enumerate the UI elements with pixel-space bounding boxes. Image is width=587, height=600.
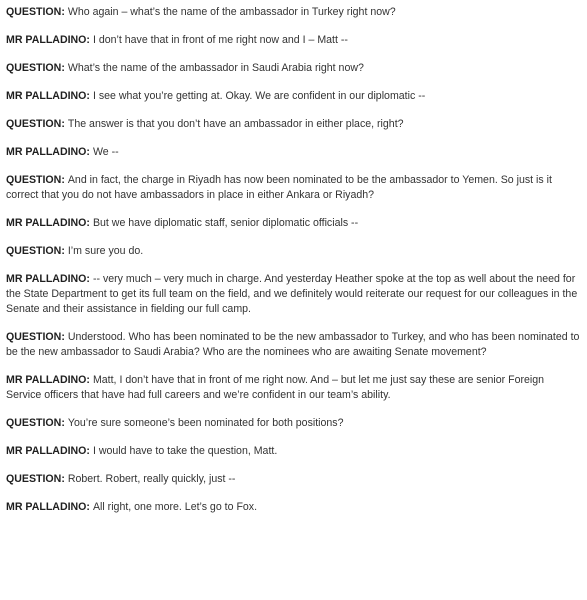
speech-text: Matt, I don’t have that in front of me right now. And – but let me just say these are senior Foreign Service officers that have had full careers and we’re confident in our team’s ability.	[6, 374, 545, 401]
speech-text: You’re sure someone’s been nominated for both positions?	[67, 417, 344, 429]
transcript-entry	[6, 117, 581, 132]
transcript-entry	[6, 61, 581, 76]
speaker-label: QUESTION:	[6, 331, 65, 343]
speaker-label: QUESTION:	[6, 118, 65, 130]
transcript-entry	[6, 145, 581, 160]
speech-text: But we have diplomatic staff, senior diplomatic officials --	[92, 217, 359, 229]
transcript-entry	[6, 472, 581, 487]
speaker-label: QUESTION:	[6, 473, 65, 485]
speech-text: Understood. Who has been nominated to be the new ambassador to Turkey, and who has been nominated to be the new ambassador to Saudi Arabia? Who are the nominees who are awaiting Senate movement?	[6, 331, 580, 358]
speech-text: And in fact, the charge in Riyadh has now been nominated to be the ambassador to Yemen. So just is it correct that you do not have ambassadors in place in either Ankara or Riyadh?	[6, 174, 552, 201]
speech-text: All right, one more. Let’s go to Fox.	[92, 501, 258, 513]
transcript-entry	[6, 5, 581, 20]
speech-text: I would have to take the question, Matt.	[92, 445, 278, 457]
transcript-entry	[6, 330, 581, 360]
transcript-entry	[6, 416, 581, 431]
speaker-label: QUESTION:	[6, 245, 65, 257]
speech-text: We --	[92, 146, 119, 158]
speech-text: Robert. Robert, really quickly, just --	[67, 473, 236, 485]
transcript-entry	[6, 173, 581, 203]
speech-text: Who again – what’s the name of the ambassador in Turkey right now?	[67, 6, 396, 18]
speech-text: What’s the name of the ambassador in Saudi Arabia right now?	[67, 62, 364, 74]
speaker-label: MR PALLADINO:	[6, 273, 90, 285]
transcript-entry	[6, 89, 581, 104]
speaker-label: QUESTION:	[6, 174, 65, 186]
speaker-label: MR PALLADINO:	[6, 374, 90, 386]
transcript-entry	[6, 272, 581, 317]
speaker-label: MR PALLADINO:	[6, 146, 90, 158]
transcript-entry	[6, 33, 581, 48]
transcript-entry	[6, 244, 581, 259]
transcript-entry	[6, 373, 581, 403]
transcript-entry	[6, 216, 581, 231]
speech-text: The answer is that you don’t have an ambassador in either place, right?	[67, 118, 404, 130]
speech-text: I don’t have that in front of me right now and I – Matt --	[92, 34, 348, 46]
speech-text: -- very much – very much in charge. And yesterday Heather spoke at the top as well about the need for the State Department to get its full team on the field, and we definitely would reiterate our request for our colleagues in the Senate and their assistance in fielding our full camp.	[6, 273, 578, 315]
speaker-label: MR PALLADINO:	[6, 34, 90, 46]
speaker-label: QUESTION:	[6, 417, 65, 429]
speaker-label: MR PALLADINO:	[6, 501, 90, 513]
speech-text: I see what you’re getting at. Okay. We are confident in our diplomatic --	[92, 90, 426, 102]
speaker-label: MR PALLADINO:	[6, 445, 90, 457]
speaker-label: QUESTION:	[6, 6, 65, 18]
speaker-label: MR PALLADINO:	[6, 90, 90, 102]
speaker-label: QUESTION:	[6, 62, 65, 74]
speech-text: I’m sure you do.	[67, 245, 144, 257]
transcript-entry	[6, 444, 581, 459]
transcript-entry	[6, 500, 581, 515]
speaker-label: MR PALLADINO:	[6, 217, 90, 229]
